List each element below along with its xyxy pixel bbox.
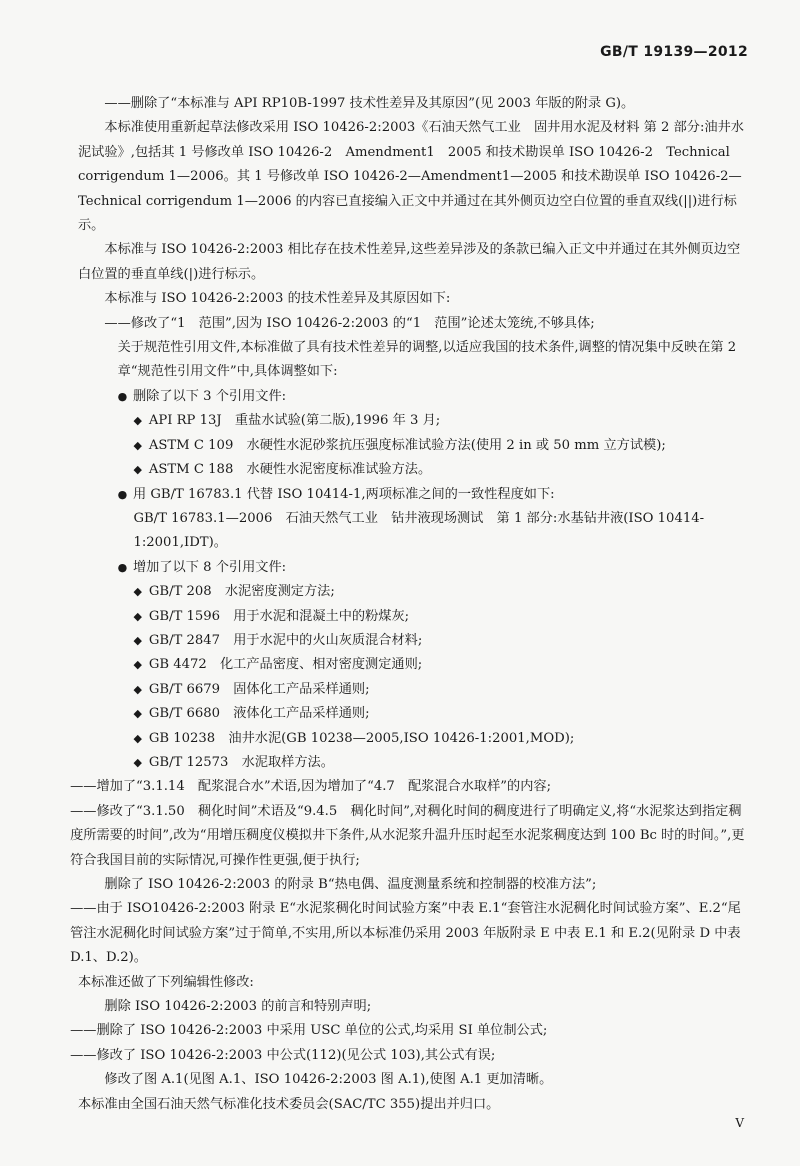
removed-reference-item: ASTM C 109 水硬性水泥砂浆抗压强度标准试验方法(使用 2 in 或 50 mm 立方试模); bbox=[148, 437, 666, 453]
list-item bbox=[78, 434, 746, 458]
paragraph-scope-modified: ——修改了“1 范围”,因为 ISO 10426-2:2003 的“1 范围”论述太笼统,不够具体; bbox=[104, 315, 595, 331]
round-bullet-icon: ● bbox=[117, 487, 128, 501]
paragraph-differences-intro: 本标准与 ISO 10426-2:2003 的技术性差异及其原因如下: bbox=[104, 291, 451, 307]
paragraph-thickening-time: ——修改了“3.1.50 稠化时间”术语及“9.4.5 稠化时间”,对稠化时间的稠度进行了明确定义,将“水泥浆达到指定稠度所需要的时间”,改为“用增压稠度仪模拟井下条件,从水泥浆升温升压时起至水泥浆稠度达到 100 Bc 时的时间。”,更符合我国目前的实际情况,可操作性更强,便于执行; bbox=[70, 803, 745, 868]
foreword-body bbox=[70, 92, 746, 1117]
paragraph-formula-112: ——修改了 ISO 10426-2:2003 中公式(112)(见公式 103),其公式有误; bbox=[70, 1047, 496, 1063]
list-item bbox=[78, 727, 746, 751]
added-reference-item: GB 10238 油井水泥(GB 10238—2005,ISO 10426-1:2001,MOD); bbox=[148, 730, 575, 746]
paragraph-deleted-appendix-g: ——删除了“本标准与 API RP10B-1997 技术性差异及其原因”(见 2003 年版的附录 G)。 bbox=[104, 96, 635, 111]
bullet-removed-title: 删除了以下 3 个引用文件: bbox=[132, 388, 287, 404]
paragraph-usc-units: ——删除了 ISO 10426-2:2003 中采用 USC 单位的公式,均采用 SI 单位制公式; bbox=[70, 1023, 548, 1039]
list-item bbox=[78, 629, 746, 653]
diamond-bullet-icon: ◆ bbox=[133, 707, 142, 721]
diamond-bullet-icon: ◆ bbox=[133, 731, 142, 745]
paragraph-adoption-method: 本标准使用重新起草法修改采用 ISO 10426-2:2003《石油天然气工业 固井用水泥及材料 第 2 部分:油井水泥试验》,包括其 1 号修改单 ISO 10426-2 Amendment1 2005 和技术勘误单 ISO 10426-2 Technical corrigendum 1—2006。其 1 号修改单 ISO 10426-2—Amendment1—2005 和技术勘误单 ISO 10426-2—Technical corrigendum 1—2006 的内容已直接编入正文中并通过在其外侧页边空白位置的垂直双线(||)进行标示。 bbox=[78, 120, 744, 234]
added-reference-item: GB/T 6679 固体化工产品采样通则; bbox=[148, 681, 370, 697]
paragraph-normative-references: 关于规范性引用文件,本标准做了具有技术性差异的调整,以适应我国的技术条件,调整的情况集中反映在第 2 章“规范性引用文件”中,具体调整如下: bbox=[117, 340, 737, 380]
list-item bbox=[78, 653, 746, 677]
paragraph-appendix-e: ——由于 ISO10426-2:2003 附录 E“水泥浆稠化时间试验方案”中表 E.1“套管注水泥稠化时间试验方案”、E.2“尾管注水泥稠化时间试验方案”过于简单,不实用,所以本标准仍采用 2003 年版附录 E 中表 E.1 和 E.2(见附录 D 中表 D.1、D.2)。 bbox=[70, 901, 741, 966]
removed-reference-item: API RP 13J 重盐水试验(第二版),1996 年 3 月; bbox=[148, 413, 441, 429]
diamond-bullet-icon: ◆ bbox=[133, 682, 142, 696]
paragraph-proposed-by: 本标准由全国石油天然气标准化技术委员会(SAC/TC 355)提出并归口。 bbox=[78, 1096, 500, 1112]
round-bullet-icon: ● bbox=[117, 560, 128, 574]
paragraph-deleted-foreword: 删除 ISO 10426-2:2003 的前言和特别声明; bbox=[104, 999, 372, 1015]
list-item bbox=[78, 605, 746, 629]
added-reference-item: GB/T 6680 液体化工产品采样通则; bbox=[148, 706, 370, 722]
diamond-bullet-icon: ◆ bbox=[133, 438, 142, 452]
bullet-added-title: 增加了以下 8 个引用文件: bbox=[132, 559, 287, 575]
added-reference-item: GB 4472 化工产品密度、相对密度测定通则; bbox=[148, 657, 423, 673]
diamond-bullet-icon: ◆ bbox=[133, 609, 142, 623]
added-reference-item: GB/T 2847 用于水泥中的火山灰质混合材料; bbox=[148, 632, 423, 648]
paragraph-figure-a1: 修改了图 A.1(见图 A.1、ISO 10426-2:2003 图 A.1),使图 A.1 更加清晰。 bbox=[104, 1072, 553, 1088]
bullet-replace-text: 用 GB/T 16783.1 代替 ISO 10414-1,两项标准之间的一致性程度如下: bbox=[132, 486, 555, 502]
page-number: V bbox=[735, 1116, 744, 1130]
list-item bbox=[78, 702, 746, 726]
diamond-bullet-icon: ◆ bbox=[133, 463, 142, 477]
diamond-bullet-icon: ◆ bbox=[133, 658, 142, 672]
paragraph-deleted-appendix-b: 删除了 ISO 10426-2:2003 的附录 B“热电偶、温度测量系统和控制器的校准方法”; bbox=[104, 877, 597, 892]
diamond-bullet-icon: ◆ bbox=[133, 414, 142, 428]
list-item bbox=[78, 580, 746, 604]
paragraph-technical-differences: 本标准与 ISO 10426-2:2003 相比存在技术性差异,这些差异涉及的条款已编入正文中并通过在其外侧页边空白位置的垂直单线(|)进行标示。 bbox=[78, 242, 741, 282]
list-item bbox=[78, 409, 746, 433]
list-item bbox=[78, 458, 746, 482]
round-bullet-icon: ● bbox=[117, 389, 128, 403]
added-reference-item: GB/T 1596 用于水泥和混凝土中的粉煤灰; bbox=[148, 608, 410, 624]
list-item bbox=[78, 678, 746, 702]
bullet-removed-references bbox=[78, 385, 746, 409]
standard-number-header: GB/T 19139—2012 bbox=[600, 44, 748, 60]
added-reference-item: GB/T 208 水泥密度测定方法; bbox=[148, 584, 335, 600]
paragraph-editorial-intro: 本标准还做了下列编辑性修改: bbox=[78, 974, 254, 990]
bullet-replaced-reference bbox=[78, 483, 746, 507]
diamond-bullet-icon: ◆ bbox=[133, 633, 142, 647]
bullet-added-references bbox=[78, 556, 746, 580]
paragraph-mixing-water-term: ——增加了“3.1.14 配浆混合水”术语,因为增加了“4.7 配浆混合水取样”的内容; bbox=[70, 779, 552, 795]
diamond-bullet-icon: ◆ bbox=[133, 585, 142, 599]
added-reference-item: GB/T 12573 水泥取样方法。 bbox=[148, 754, 334, 770]
replaced-reference-detail: GB/T 16783.1—2006 石油天然气工业 钻井液现场测试 第 1 部分:水基钻井液(ISO 10414-1:2001,IDT)。 bbox=[133, 510, 705, 551]
list-item bbox=[78, 751, 746, 775]
diamond-bullet-icon: ◆ bbox=[133, 755, 142, 769]
removed-reference-item: ASTM C 188 水硬性水泥密度标准试验方法。 bbox=[148, 462, 432, 478]
